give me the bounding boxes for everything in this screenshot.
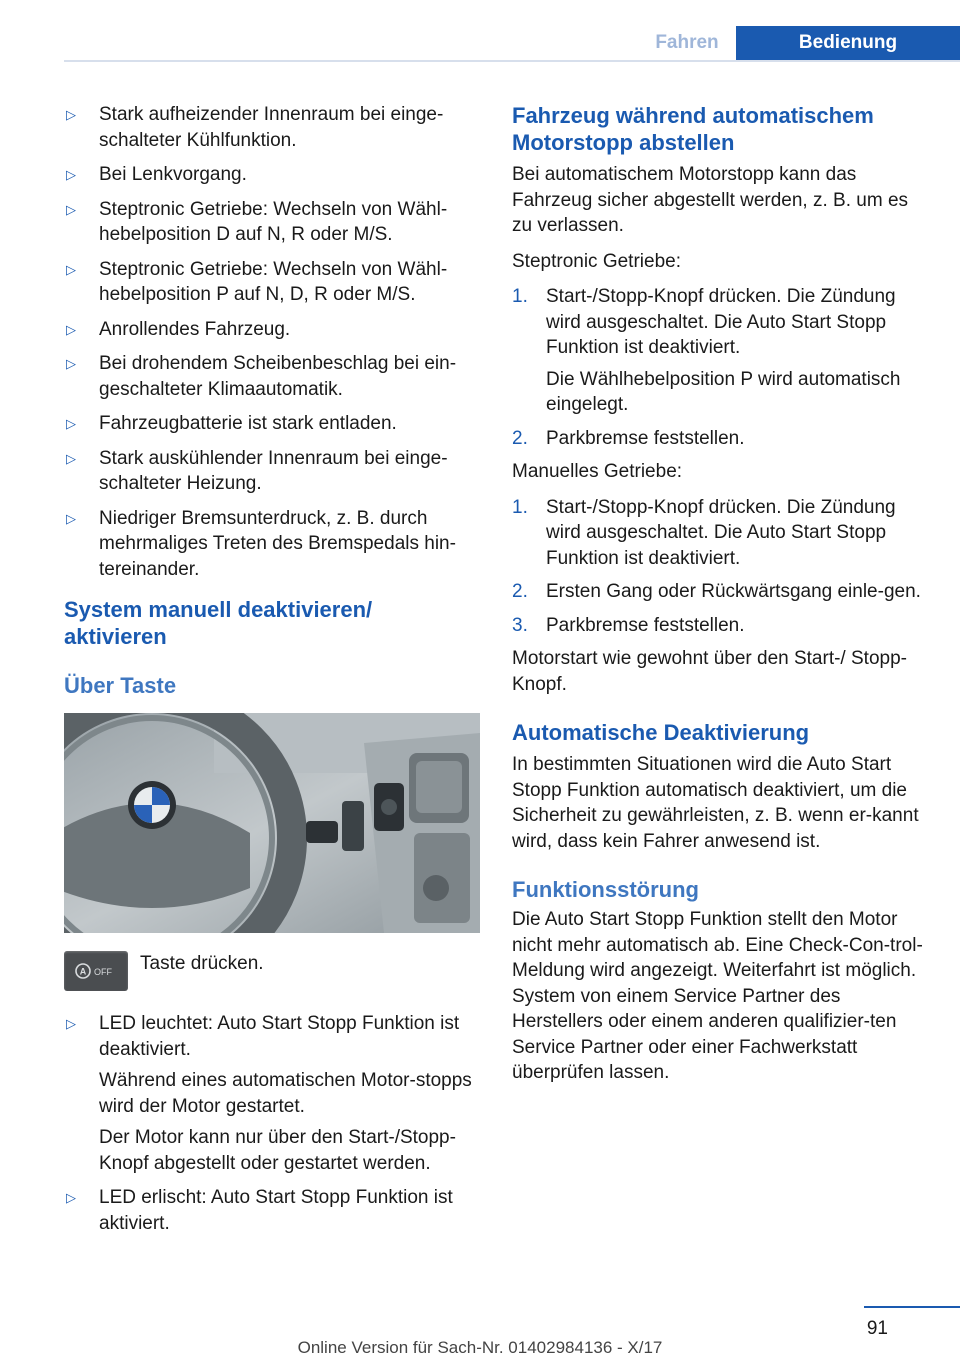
label-manuell: Manuelles Getriebe:	[512, 461, 683, 482]
list-item: 3. Parkbremse feststellen.	[512, 614, 745, 636]
list-item: ▷ LED erlischt: Auto Start Stopp Funktion ist aktiviert.	[66, 1187, 453, 1234]
page-number: 91	[866, 1318, 888, 1339]
key-label: OFF	[94, 967, 112, 977]
heading-funktionsstoerung: Funktionsstörung	[512, 877, 699, 902]
list-item: ▷ Stark aufheizender Innenraum bei einge-schalteter Kühlfunktion.	[66, 104, 444, 151]
steering-wheel-illustration	[64, 713, 480, 933]
list-item: ▷ Steptronic Getriebe: Wechseln von Wähl-hebelposition D auf N, R oder M/S.	[66, 198, 448, 245]
heading-manuell-deaktivieren: System manuell deaktivieren/ aktivieren	[64, 597, 373, 649]
auto-start-stop-off-icon[interactable]	[64, 951, 128, 991]
key-caption: Taste drücken.	[140, 953, 264, 974]
condition-list	[64, 102, 478, 582]
key-instruction	[64, 951, 478, 991]
list-item: ▷ LED leuchtet: Auto Start Stopp Funktion ist deaktiviert. Während eines automatischen Motor-stopps wird der Motor gestartet. Der Motor kann nur über den Start-/Stopp-Knopf abgestellt oder gestartet werden.	[64, 1011, 478, 1176]
triangle-right-icon: ▷	[66, 450, 76, 466]
paragraph-funktionsstoerung: Die Auto Start Stopp Funktion stellt den Motor nicht mehr automatisch ab. Eine Check-Con-trol-Meldung wird angezeigt. Weiterfahrt ist möglich. System von einem Service Partner des Herstellers oder einem anderen qualifizier-ten Service Partner oder einer Fachwerkstatt überprüfen lassen.	[512, 909, 923, 1083]
list-subtext: Während eines automatischen Motor-stopps wird der Motor gestartet.	[99, 1070, 472, 1117]
triangle-right-icon: ▷	[66, 416, 76, 431]
list-item: ▷ Bei drohendem Scheibenbeschlag bei ein-geschalteter Klimaautomatik.	[66, 353, 457, 400]
paragraph-intro: Bei automatischem Motorstopp kann das Fahrzeug sicher abgestellt werden, z. B. um es zu verlassen.	[512, 164, 909, 236]
list-subtext: Die Wählhebelposition P wird automatisch eingelegt.	[546, 368, 901, 415]
triangle-right-icon: ▷	[66, 1190, 76, 1205]
triangle-right-icon: ▷	[66, 167, 76, 182]
tab-bedienung[interactable]: Bedienung	[736, 26, 960, 60]
footer-divider	[864, 1306, 960, 1308]
online-version-note: Online Version für Sach-Nr. 01402984136 - X/17	[297, 1338, 663, 1357]
manuell-steps	[512, 495, 928, 639]
triangle-right-icon: ▷	[66, 1016, 76, 1031]
list-item: 1. Start-/Stopp-Knopf drücken. Die Zündung wird ausgeschaltet. Die Auto Start Stopp Funktion ist deaktiviert.	[512, 496, 896, 569]
list-subtext: Der Motor kann nur über den Start-/Stopp-Knopf abgestellt oder gestartet werden.	[99, 1127, 456, 1174]
paragraph-automatische: In bestimmten Situationen wird die Auto Start Stopp Funktion automatisch deaktiviert, um die Sicherheit zu gewährleisten, z. B. wenn er-kannt wird, dass kein Fahrer anwesend ist.	[512, 754, 919, 852]
left-column	[64, 102, 478, 1245]
list-item: ▷ Stark auskühlender Innenraum bei einge-schalteter Heizung.	[66, 447, 448, 494]
header-tabs	[638, 26, 960, 60]
led-list	[64, 1011, 478, 1236]
cockpit-photo	[64, 713, 480, 933]
list-item: 2. Ersten Gang oder Rückwärtsgang einle-gen.	[512, 581, 921, 602]
list-item: 2. Parkbremse feststellen.	[512, 427, 745, 449]
triangle-right-icon: ▷	[66, 356, 76, 371]
steptronic-steps	[512, 284, 928, 451]
svg-text:A: A	[79, 966, 87, 977]
label-steptronic: Steptronic Getriebe:	[512, 250, 681, 272]
triangle-right-icon: ▷	[66, 321, 76, 337]
triangle-right-icon: ▷	[66, 201, 76, 217]
list-item: ▷ Niedriger Bremsunterdruck, z. B. durch mehrmaliges Treten des Bremspedals hin-tereinander.	[66, 507, 456, 580]
list-item: ▷ Steptronic Getriebe: Wechseln von Wähl-hebelposition P auf N, D, R oder M/S.	[66, 258, 448, 305]
header-divider	[64, 60, 960, 62]
triangle-right-icon: ▷	[66, 107, 76, 122]
list-item: ▷ Fahrzeugbatterie ist stark entladen.	[64, 411, 478, 437]
heading-automatische-deaktivierung: Automatische Deaktivierung	[512, 720, 810, 745]
list-item: ▷ Anrollendes Fahrzeug.	[64, 317, 478, 343]
triangle-right-icon: ▷	[66, 510, 76, 526]
right-column	[512, 102, 928, 1096]
tab-fahren[interactable]: Fahren	[638, 26, 736, 60]
triangle-right-icon: ▷	[66, 261, 76, 277]
paragraph-motorstart: Motorstart wie gewohnt über den Start-/ Stopp-Knopf.	[512, 648, 907, 695]
heading-fahrzeug-abstellen: Fahrzeug während automatischem Motorstopp abstellen	[512, 103, 874, 155]
list-item: 1. Start-/Stopp-Knopf drücken. Die Zündung wird ausgeschaltet. Die Auto Start Stopp Funktion ist deaktiviert. Die Wählhebelposition P wird automatisch eingelegt.	[512, 284, 928, 418]
heading-ueber-taste: Über Taste	[64, 673, 177, 698]
list-item: ▷ Bei Lenkvorgang.	[64, 162, 478, 188]
